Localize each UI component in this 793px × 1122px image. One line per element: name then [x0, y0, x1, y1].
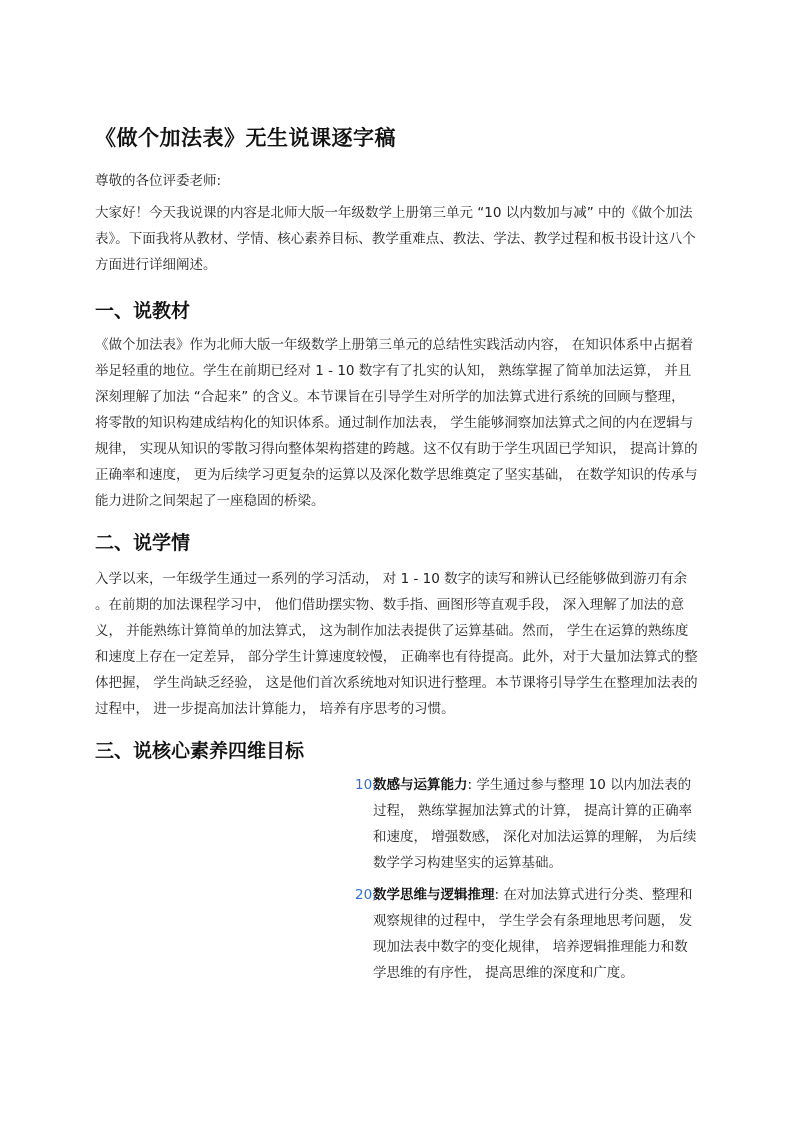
- list-item-label: 数感与运算能力: [373, 777, 468, 793]
- list-item-number: 20.: [355, 887, 377, 903]
- list-item-label: 数学思维与逻辑推理: [373, 887, 495, 903]
- list-item: [355, 882, 700, 986]
- list-item-text: : 在对加法算式进行分类、整理和观察规律的过程中， 学生学会有条理地思考问题， 发现加法表中数字的变化规律， 培养逻辑推理能力和数学思维的有序性， 提高思维的深度和广度。: [373, 887, 693, 981]
- section-body-students: 入学以来，一年级学生通过一系列的学习活动， 对 1 - 10 数字的读写和辨认已经能够做到游刃有余 。在前期的加法课程学习中， 他们借助摆实物、数手指、画图形等直观手段， 深入理解了加法的意义， 并能熟练计算简单的加法算式， 这为制作加法表提供了运算基础。然而， 学生在运算的熟练度和速度上存在一定差异， 部分学生计算速度较慢， 正确率也有待提高。此外，对于大量加法算式的整体把握， 学生尚缺乏经验， 这是他们首次系统地对知识进行整理。本节课将引导学生在整理加法表的过程中， 进一步提高加法计算能力， 培养有序思考的习惯。: [95, 571, 698, 717]
- section-heading-goals: 三、说核心素养四维目标: [95, 740, 305, 762]
- list-item-number: 10.: [355, 777, 377, 793]
- section-heading-textbook: 一、说教材: [95, 300, 191, 322]
- intro-paragraph: 大家好！今天我说课的内容是北师大版一年级数学上册第三单元 “10 以内数加与减” 中的《做个加法表》。下面我将从教材、学情、核心素养目标、教学重难点、教法、学法、教学过程和板书设计这八个方面进行详细阐述。: [95, 205, 696, 273]
- goals-list: [355, 772, 700, 986]
- section-heading-students: 二、说学情: [95, 532, 191, 554]
- list-item: [355, 772, 700, 876]
- greeting: 尊敬的各位评委老师:: [95, 173, 222, 189]
- list-item-text: : 学生通过参与整理 10 以内加法表的过程， 熟练掌握加法算式的计算， 提高计算的正确率和速度， 增强数感， 深化对加法运算的理解， 为后续数学学习构建坚实的运算基础。: [373, 777, 697, 871]
- page-title: 《做个加法表》无生说课逐字稿: [95, 126, 396, 150]
- section-body-textbook: 《做个加法表》作为北师大版一年级数学上册第三单元的总结性实践活动内容， 在知识体系中占据着举足轻重的地位。学生在前期已经对 1 - 10 数字有了扎实的认知， 熟练掌握了简单加法运算， 并且深刻理解了加法 “合起来” 的含义。本节课旨在引导学生对所学的加法算式进行系统的回顾与整理， 将零散的知识构建成结构化的知识体系。通过制作加法表， 学生能够洞察加法算式之间的内在逻辑与规律， 实现从知识的零散习得向整体架构搭建的跨越。这不仅有助于学生巩固已学知识， 提高计算的正确率和速度， 更为后续学习更复杂的运算以及深化数学思维奠定了坚实基础， 在数学知识的传承与能力进阶之间架起了一座稳固的桥梁。: [95, 337, 698, 509]
